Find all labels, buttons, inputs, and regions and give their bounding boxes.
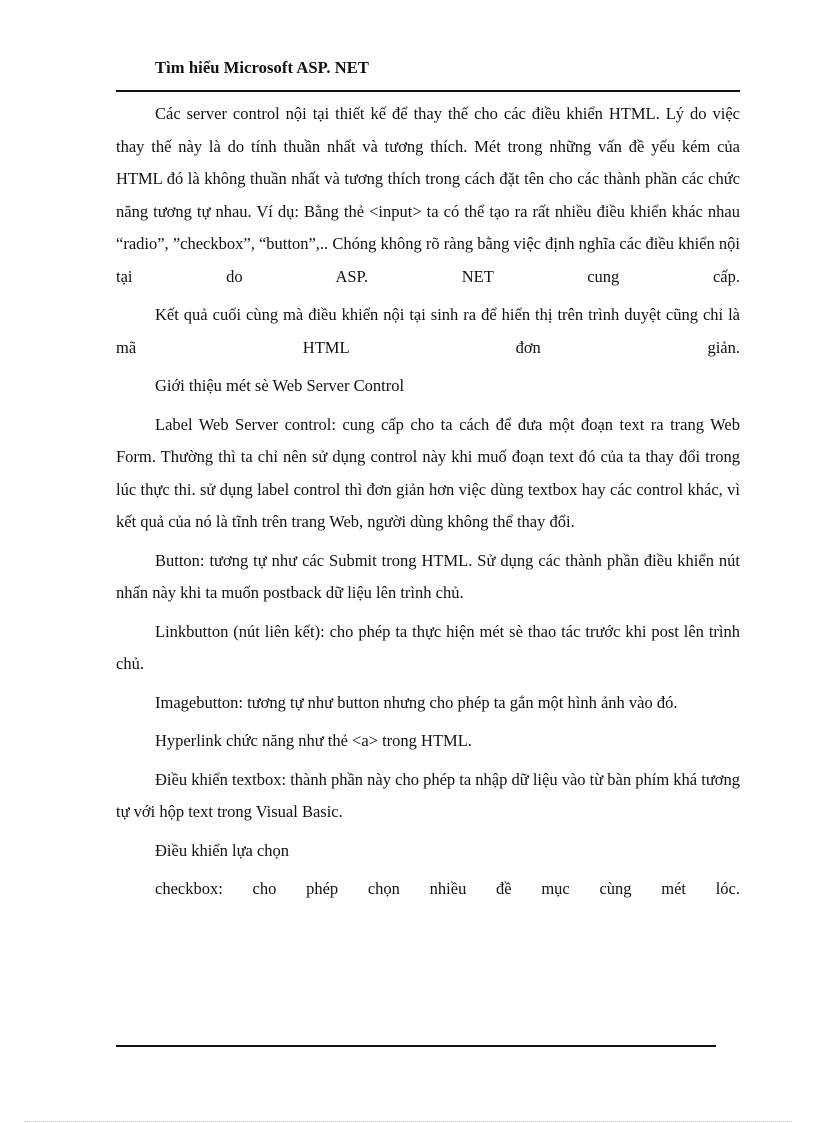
paragraph-button-control: Button: tương tự như các Submit trong HTML. Sử dụng các thành phần điều khiển nút nhấn này khi ta muốn postback dữ liệu lên trình chủ. — [116, 550, 740, 602]
paragraph-checkbox-control: checkbox: cho phép chọn nhiều đề mục cùng mét lóc. — [155, 879, 740, 898]
page-header-title: Tìm hiểu Microsoft ASP. NET — [155, 58, 370, 77]
document-body — [116, 98, 740, 912]
footer-divider — [116, 1045, 716, 1047]
page-bottom-edge — [24, 1121, 792, 1122]
paragraph-linkbutton-control: Linkbutton (nút liên kết): cho phép ta thực hiện mét sè thao tác trước khi post lên trình chủ. — [116, 621, 740, 673]
paragraph-imagebutton-control: Imagebutton: tương tự như button nhưng cho phép ta gắn một hình ảnh vào đó. — [155, 692, 678, 712]
paragraph-label-control: Label Web Server control: cung cấp cho ta cách để đưa một đoạn text ra trang Web Form. Thường thì ta chỉ nên sử dụng control này khi muố đoạn text đó của ta thay đổi trong lúc thực thi. sử dụng label control thì đơn giản hơn việc dùng textbox hay các control khác, vì kết quả của nó là tĩnh trên trang Web, người dùng không thể thay đổi. — [116, 414, 740, 531]
paragraph-intro-web-server-control: Giới thiệu mét sè Web Server Control — [155, 376, 405, 395]
header-divider — [116, 90, 740, 92]
paragraph-textbox-control: Điều khiển textbox: thành phần này cho phép ta nhập dữ liệu vào từ bàn phím khá tương tự với hộp text trong Visual Basic. — [116, 769, 740, 821]
paragraph-selection-controls: Điều khiển lựa chọn — [155, 840, 290, 860]
paragraph-result-html: Kết quả cuối cùng mà điều khiển nội tại sinh ra để hiển thị trên trình duyệt cũng chỉ là mã HTML đơn giản. — [116, 305, 740, 357]
paragraph-server-controls: Các server control nội tại thiết kế để thay thế cho các điều khiển HTML. Lý do việc thay thế này là do tính thuần nhất và tương thích. Mét trong những vấn đề yếu kém của HTML đó là không thuần nhất và tương thích trong cách đặt tên cho các thành phần các chức năng tương tự nhau. Ví dụ: Bằng thẻ <input> ta có thể tạo ra rất nhiều điều khiển khác nhau “radio”, ”checkbox”, “button”,.. Chóng không rõ ràng bằng việc định nghĩa các điều khiển nội tại do ASP. NET cung cấp. — [116, 104, 740, 286]
paragraph-hyperlink-control: Hyperlink chức năng như thẻ <a> trong HTML. — [155, 731, 472, 750]
